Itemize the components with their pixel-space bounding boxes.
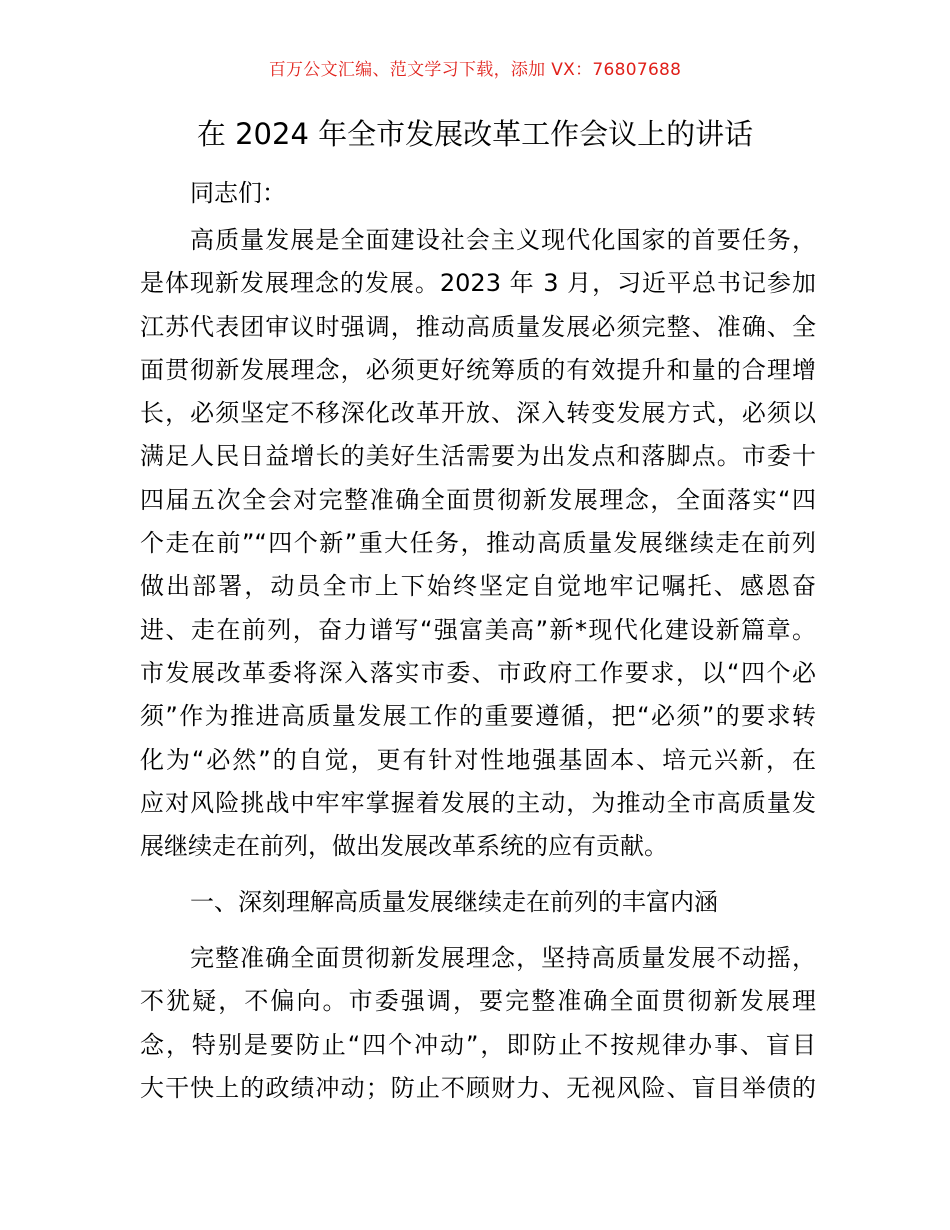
paragraph-line: 化为“必然”的自觉，更有针对性地强基固本、培元兴新，在 (140, 745, 816, 774)
header-banner: 百万公文汇编、范文学习下载，添加 VX：76807688 (268, 60, 682, 80)
paragraph-line: 个走在前”“四个新”重大任务，推动高质量发展继续走在前列 (140, 529, 816, 558)
paragraph-line: 进、走在前列，奋力谱写“强富美高”新*现代化建设新篇章。 (140, 615, 816, 644)
paragraph-line: 长，必须坚定不移深化改革开放、深入转变发展方式，必须以 (140, 399, 816, 428)
paragraph-line: 市发展改革委将深入落实市委、市政府工作要求，以“四个必 (140, 658, 816, 687)
paragraph-2 (140, 937, 816, 1110)
paragraph-line: 大干快上的政绩冲动；防止不顾财力、无视风险、盲目举债的 (140, 1073, 816, 1102)
paragraph-line: 不犹疑，不偏向。市委强调，要完整准确全面贯彻新发展理 (140, 987, 816, 1016)
paragraph-line: 完整准确全面贯彻新发展理念，坚持高质量发展不动摇， (190, 944, 816, 972)
section-heading-1: 一、深刻理解高质量发展继续走在前列的丰富内涵 (190, 888, 718, 916)
paragraph-line: 做出部署，动员全市上下始终坚定自觉地牢记嘱托、感恩奋 (140, 572, 816, 601)
paragraph-line: 高质量发展是全面建设社会主义现代化国家的首要任务， (190, 226, 816, 254)
paragraph-line: 四届五次全会对完整准确全面贯彻新发展理念，全面落实“四 (140, 485, 816, 514)
paragraph-line: 须”作为推进高质量发展工作的重要遵循，把“必须”的要求转 (140, 702, 816, 731)
paragraph-line: 是体现新发展理念的发展。2023 年 3 月，习近平总书记参加 (140, 269, 816, 298)
paragraph-line: 应对风险挑战中牢牢掌握着发展的主动，为推动全市高质量发 (140, 788, 816, 817)
paragraph-line: 念，特别是要防止“四个冲动”，即防止不按规律办事、盲目 (140, 1030, 816, 1059)
paragraph-1 (140, 219, 816, 868)
paragraph-line: 展继续走在前列，做出发展改革系统的应有贡献。 (140, 832, 668, 861)
paragraph-line: 满足人民日益增长的美好生活需要为出发点和落脚点。市委十 (140, 442, 816, 471)
salutation: 同志们： (190, 179, 286, 207)
paragraph-line: 江苏代表团审议时强调，推动高质量发展必须完整、准确、全 (140, 312, 816, 341)
document-title: 在 2024 年全市发展改革工作会议上的讲话 (196, 117, 754, 151)
paragraph-line: 面贯彻新发展理念，必须更好统筹质的有效提升和量的合理增 (140, 355, 816, 384)
